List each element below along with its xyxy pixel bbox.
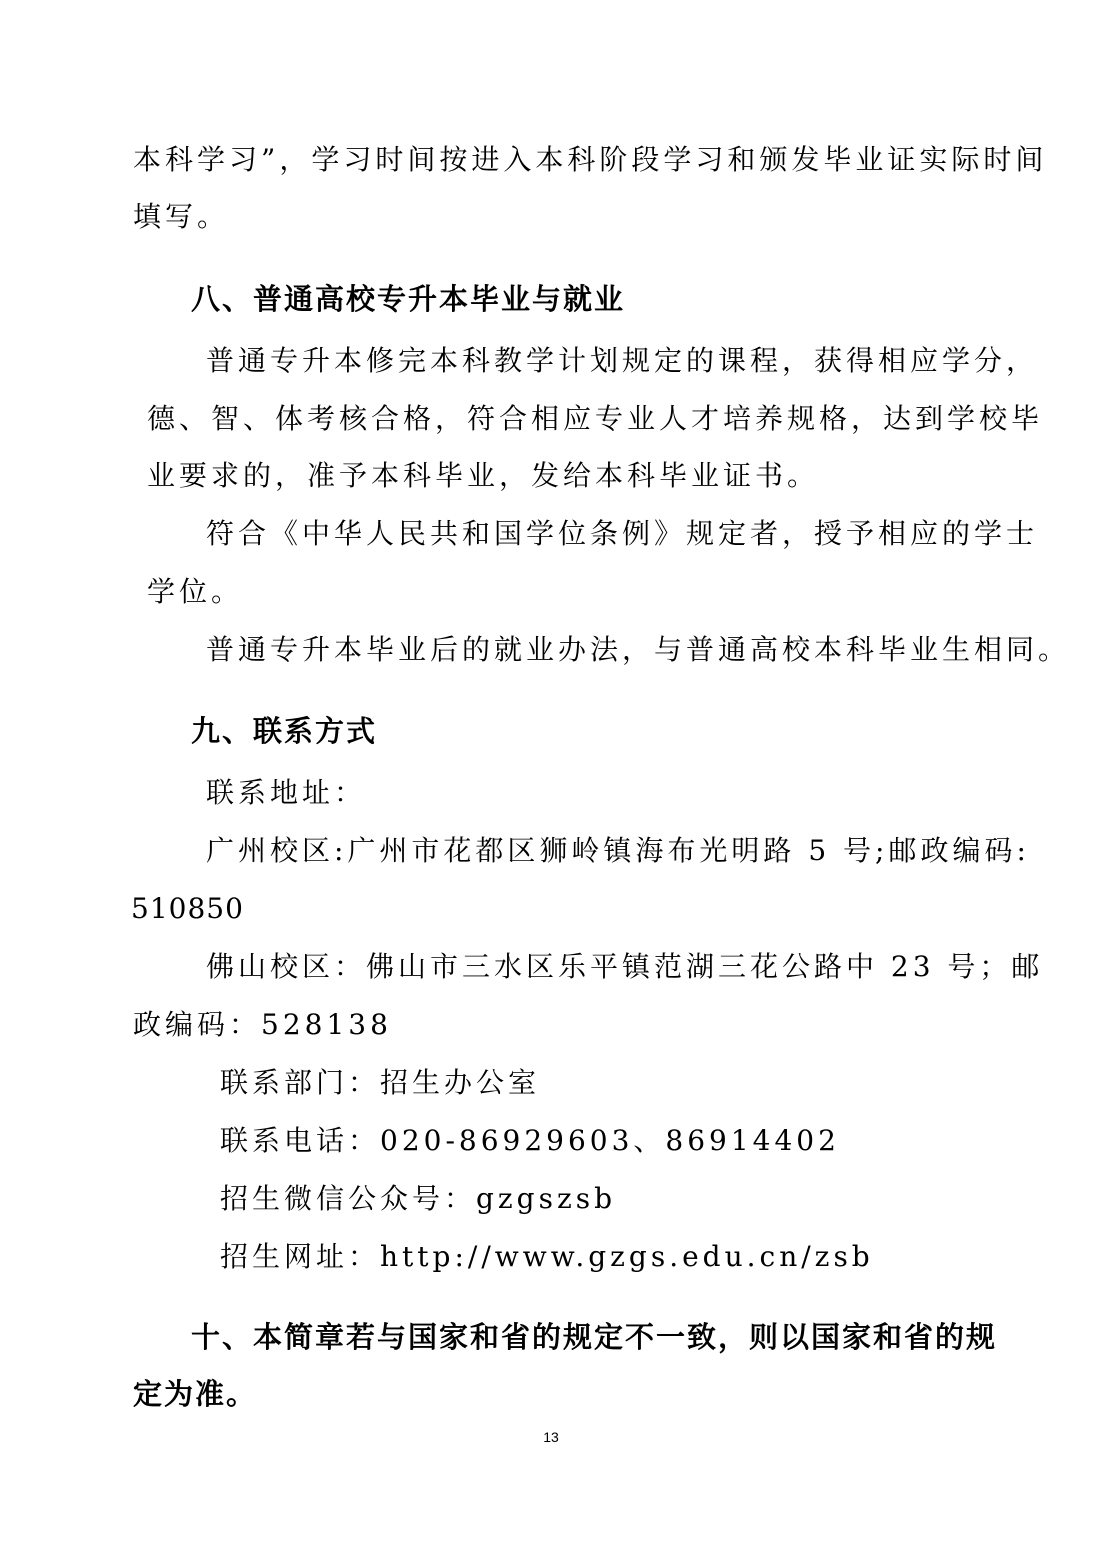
foshan-campus-line-1: 佛山校区：佛山市三水区乐平镇范湖三花公路中 23 号；邮 [206, 950, 1044, 983]
section-10-heading-line-1: 十、本简章若与国家和省的规定不一致，则以国家和省的规 [191, 1320, 998, 1354]
address-label: 联系地址： [206, 776, 367, 809]
section-9-heading: 九、联系方式 [191, 714, 378, 748]
guangzhou-postcode: 510850 [131, 892, 244, 925]
guangzhou-campus-line-1: 广州校区:广州市花都区狮岭镇海布光明路 5 号;邮政编码: [206, 834, 1030, 867]
section-8-heading: 八、普通高校专升本毕业与就业 [191, 282, 626, 316]
continuation-line-2: 填写。 [133, 200, 230, 233]
section-8-para-1-line-3: 业要求的，准予本科毕业，发给本科毕业证书。 [147, 459, 820, 492]
contact-wechat: 招生微信公众号：gzgszsb [220, 1182, 617, 1215]
section-8-para-1-line-1: 普通专升本修完本科教学计划规定的课程，获得相应学分， [206, 344, 1039, 377]
contact-department: 联系部门：招生办公室 [220, 1066, 541, 1099]
section-8-para-2-line-2: 学位。 [147, 575, 244, 608]
section-10-heading-line-2: 定为准。 [133, 1377, 258, 1411]
continuation-line-1: 本科学习”，学习时间按进入本科阶段学习和颁发毕业证实际时间 [133, 143, 1048, 176]
contact-phone: 联系电话：020-86929603、86914402 [220, 1124, 840, 1157]
contact-website: 招生网址：http://www.gzgs.edu.cn/zsb [220, 1240, 874, 1273]
section-8-para-2-line-1: 符合《中华人民共和国学位条例》规定者，授予相应的学士 [206, 517, 1039, 550]
section-8-para-1-line-2: 德、智、体考核合格，符合相应专业人才培养规格，达到学校毕 [147, 402, 1044, 435]
page-number: 13 [543, 1429, 559, 1445]
section-8-para-3-line-1: 普通专升本毕业后的就业办法，与普通高校本科毕业生相同。 [206, 633, 1071, 666]
foshan-campus-line-2: 政编码：528138 [133, 1008, 392, 1041]
